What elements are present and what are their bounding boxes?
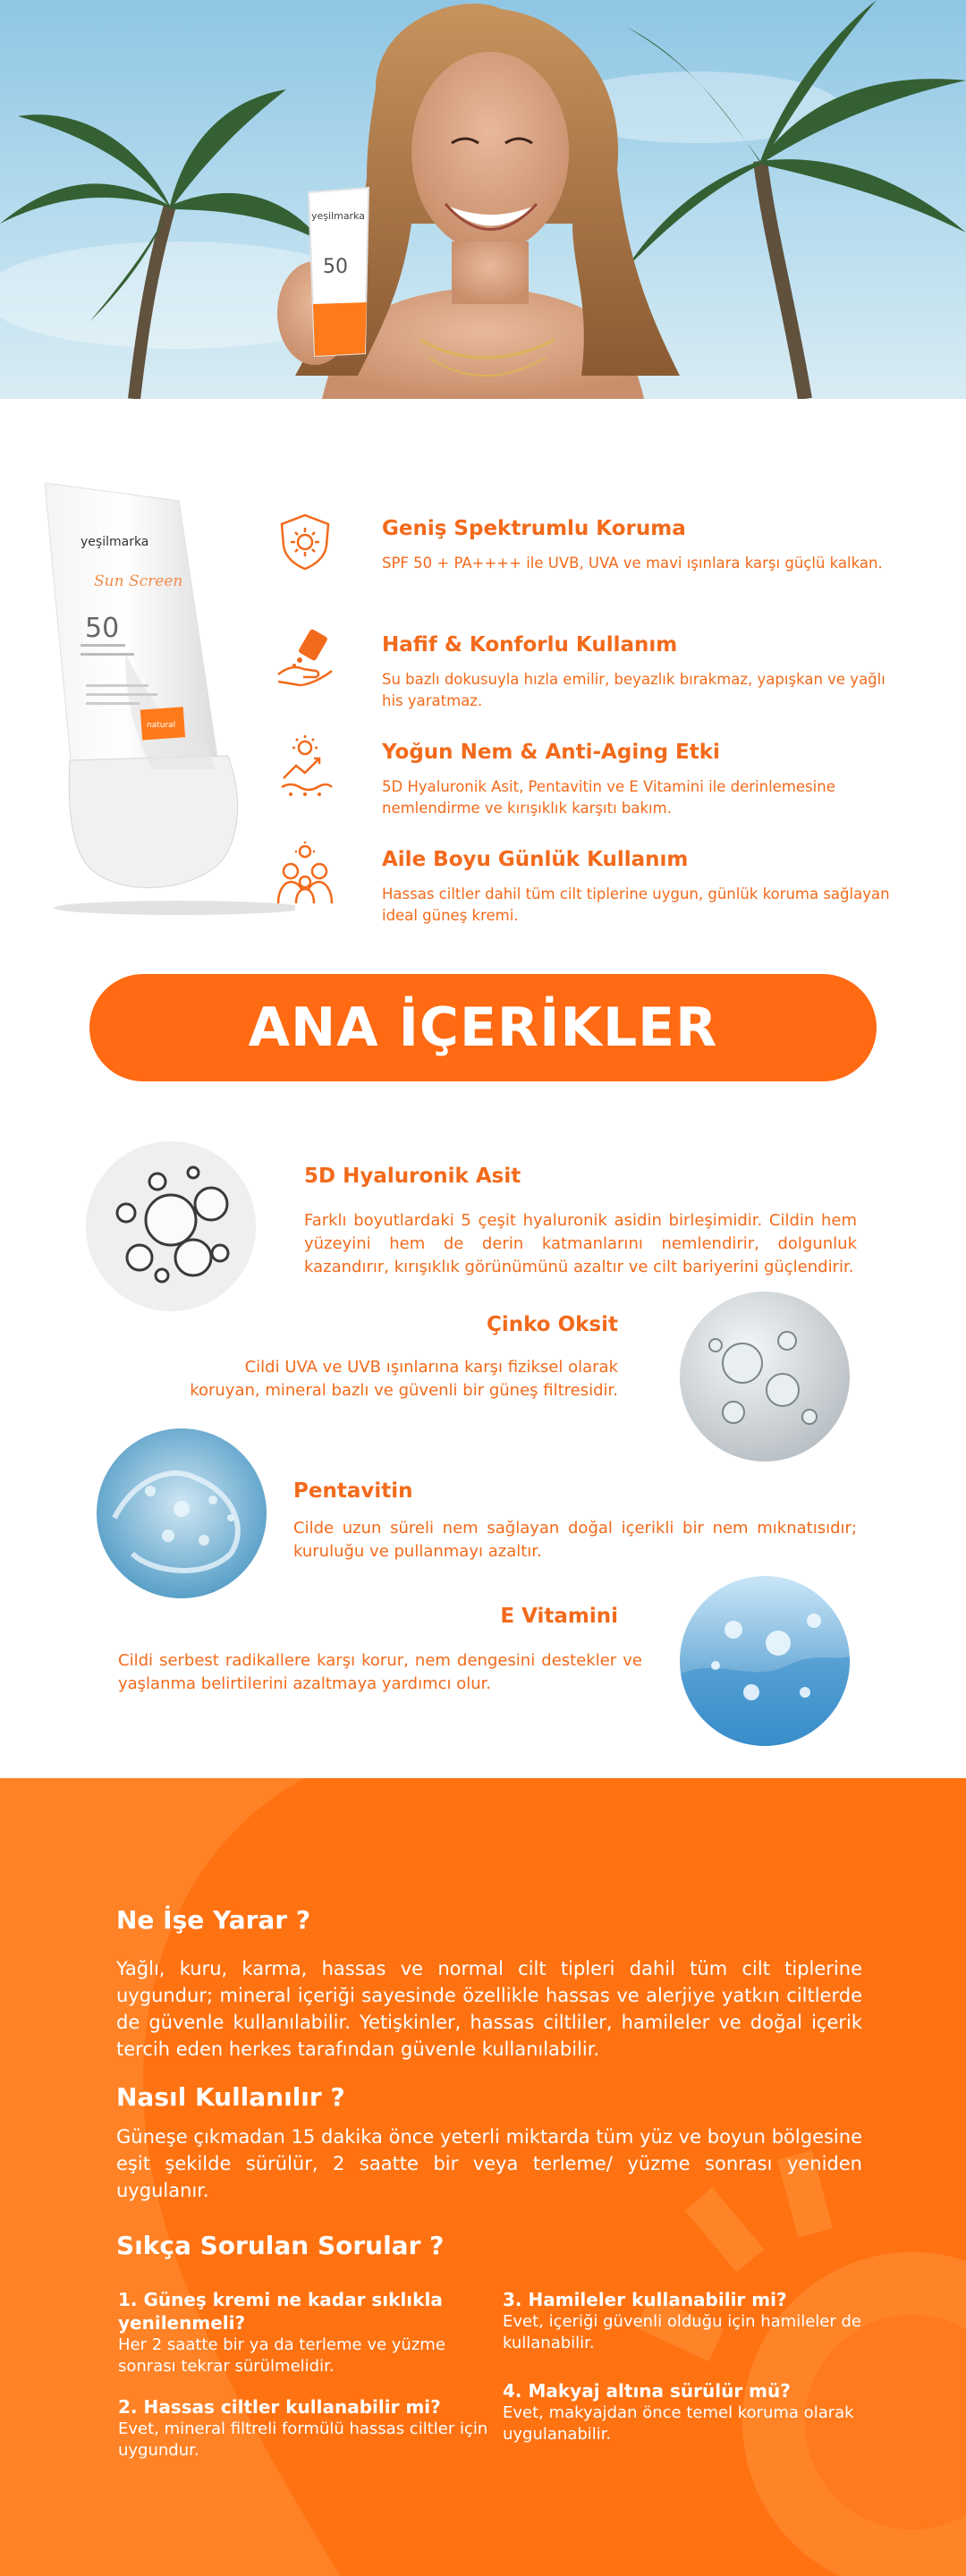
feature-title: Geniş Spektrumlu Koruma [382,517,686,540]
ingredients-banner-title: ANA İÇERİKLER [248,996,718,1059]
model-woman [277,4,680,399]
pentavitin-image [97,1428,267,1598]
faq-question: 3. Hamileler kullanabilir mi? [503,2289,787,2310]
hero-product-tube [309,188,369,356]
ingredient-text: Farklı boyutlardaki 5 çeşit hyaluronik asidin birleşimidir. Cildin hem yüzeyini hem de derin katmanlarını nemlendirir, dolgunluk kazandırır, kırışıklık görünümünü azaltır ve cilt bariyerini güçlendirir. [304,1211,857,1276]
product-script: Sun Screen [94,572,183,590]
feature-title: Aile Boyu Günlük Kullanım [382,848,689,871]
faq-answer: Evet, içeriği güvenli olduğu için hamileler de kullanabilir. [503,2312,861,2352]
palm-tree-right [626,0,966,399]
feature-text: Hassas ciltler dahil tüm cilt tiplerine uygun, günlük koruma sağlayan ideal güneş kremi. [382,886,890,924]
faq-question: 4. Makyaj altına sürülür mü? [503,2380,791,2402]
product-badge: natural [147,721,176,730]
ingredient-title: E Vitamini [500,1605,618,1628]
faq-item [503,2288,878,2354]
faq-item [503,2379,878,2445]
feature-title: Yoğun Nem & Anti-Aging Etki [382,741,720,764]
faq-title: Sıkça Sorulan Sorular ? [116,2231,445,2260]
hand-cream-icon [273,626,337,691]
faq-item [118,2395,494,2462]
hero-tube-brand: yeşilmarka [310,210,366,222]
faq-answer: Evet, makyajdan önce temel koruma olarak uygulanabilir. [503,2403,854,2444]
what-text: Yağlı, kuru, karma, hassas ve normal cilt tipleri dahil tüm cilt tiplerine uygundur; mineral içeriği sayesinde özellikle hassas ve alerjiye yatkın ciltlerde de güvenle kullanılabilir. Yetişkinler, hassas ciltliler, hamileler ve doğal içerik tercih eden herkes tarafından güvenle kullanılabilir. [116,1958,862,2060]
feature-item [273,841,917,930]
faq-answer: Her 2 saatte bir ya da terleme ve yüzme sonrası tekrar sürülmelidir. [118,2335,445,2376]
palm-tree-left [0,89,322,399]
ingredients-banner [89,974,877,1081]
ingredient-text: Cilde uzun süreli nem sağlayan doğal içerikli bir nem mıknatısıdır; kuruluğu ve pullanmayı azaltır. [293,1519,857,1561]
feature-text: Su bazlı dokusuyla hızla emilir, beyazlık bırakmaz, yapışkan ve yağlı his yaratmaz. [382,671,886,709]
feature-item [273,510,917,599]
product-spf: 50 [85,613,120,644]
ingredient-text: Cildi UVA ve UVB ışınlarına karşı fiziksel olarak koruyan, mineral bazlı ve güvenli bir güneş filtresidir. [190,1358,618,1400]
faq-answer: Evet, mineral filtreli formülü hassas ciltler için uygundur. [118,2419,488,2460]
feature-title: Hafif & Konforlu Kullanım [382,633,678,657]
product-brand: yeşilmarka [80,535,149,549]
ingredient-title: Çinko Oksit [486,1313,618,1336]
vitamin-e-image [680,1576,850,1746]
what-title: Ne İşe Yarar ? [116,1905,311,1935]
ingredient-text: Cildi serbest radikallere karşı korur, nem dengesini destekler ve yaşlanma belirtilerini azaltmaya yardımcı olur. [118,1651,642,1693]
hero-illustration [0,0,966,399]
faq-question: 2. Hassas ciltler kullanabilir mi? [118,2396,441,2418]
how-text: Güneşe çıkmadan 15 dakika önce yeterli miktarda tüm yüz ve boyun bölgesine eşit şekilde sürülür, 2 saatte bir veya terleme/ yüzme sonrası yeniden uygulanır. [116,2126,862,2201]
feature-text: 5D Hyaluronik Asit, Pentavitin ve E Vitamini ile derinlemesine nemlendirme ve kırışıklık karşıtı bakım. [382,778,835,817]
sun-moisture-icon [273,733,337,798]
feature-item [273,733,917,823]
product-tube-image [27,474,295,921]
feature-text: SPF 50 + PA++++ ile UVB, UVA ve mavi ışınlara karşı güçlü kalkan. [382,555,883,572]
faq-item [118,2288,494,2377]
faq-question: 1. Güneş kremi ne kadar sıklıkla yenilenmeli? [118,2289,443,2334]
zinc-oxide-image [680,1292,850,1462]
shield-sun-icon [273,510,337,574]
hero-tube-spf: 50 [323,256,348,278]
ingredient-title: Pentavitin [293,1479,413,1503]
hyaluronic-image [86,1141,256,1311]
family-icon [273,841,337,905]
info-section [0,1778,966,2576]
ingredient-title: 5D Hyaluronik Asit [304,1165,521,1188]
feature-item [273,626,917,716]
how-title: Nasıl Kullanılır ? [116,2082,345,2112]
hero-banner [0,0,966,399]
